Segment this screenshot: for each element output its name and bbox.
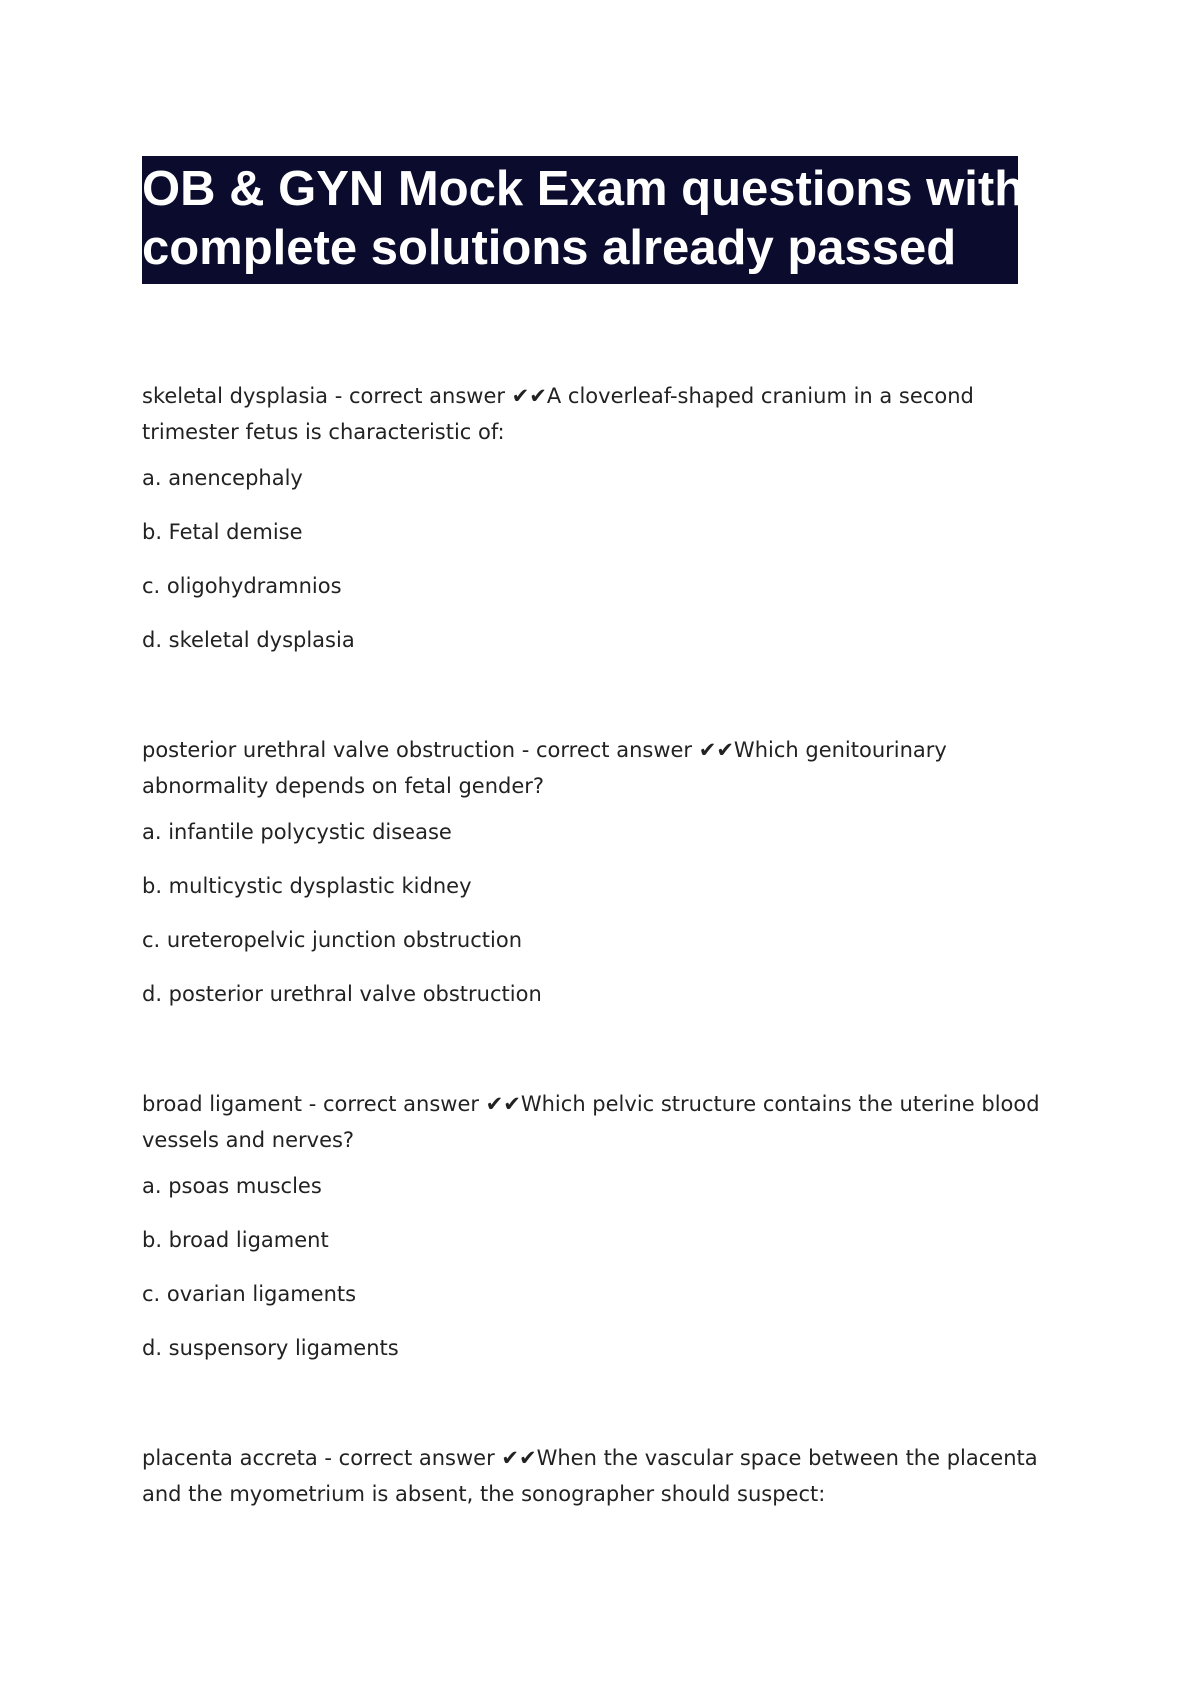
answer-option: a. psoas muscles (142, 1174, 322, 1198)
question-stem: broad ligament - correct answer ✔✔Which pelvic structure contains the uterine blood vessels and nerves? (142, 1092, 1040, 1152)
question-stem: posterior urethral valve obstruction - correct answer ✔✔Which genitourinary abnormality depends on fetal gender? (142, 738, 947, 798)
question-item (142, 378, 1062, 654)
answer-option: c. ureteropelvic junction obstruction (142, 928, 523, 952)
answer-option: c. ovarian ligaments (142, 1282, 357, 1306)
answer-option: d. skeletal dysplasia (142, 628, 355, 652)
title-line-2: complete solutions already passed (142, 221, 957, 275)
answer-option: c. oligohydramnios (142, 574, 342, 598)
question-spacer (142, 1388, 1062, 1440)
answer-option: a. infantile polycystic disease (142, 820, 452, 844)
answer-option: b. broad ligament (142, 1228, 329, 1252)
question-stem: skeletal dysplasia - correct answer ✔✔A cloverleaf-shaped cranium in a second trimester fetus is characteristic of: (142, 384, 974, 444)
question-item (142, 1440, 1062, 1512)
question-list (142, 378, 1062, 1526)
question-spacer (142, 680, 1062, 732)
answer-option: b. Fetal demise (142, 520, 303, 544)
question-spacer (142, 1034, 1062, 1086)
title-line-1: OB & GYN Mock Exam questions with (142, 162, 1025, 216)
question-item (142, 732, 1062, 1008)
document-title (142, 156, 1025, 284)
answer-option: b. multicystic dysplastic kidney (142, 874, 472, 898)
answer-option: a. anencephaly (142, 466, 303, 490)
answer-option: d. suspensory ligaments (142, 1336, 399, 1360)
question-item (142, 1086, 1062, 1362)
question-stem: placenta accreta - correct answer ✔✔When the vascular space between the placenta and the myometrium is absent, the sonographer should suspect: (142, 1446, 1038, 1506)
answer-option: d. posterior urethral valve obstruction (142, 982, 542, 1006)
